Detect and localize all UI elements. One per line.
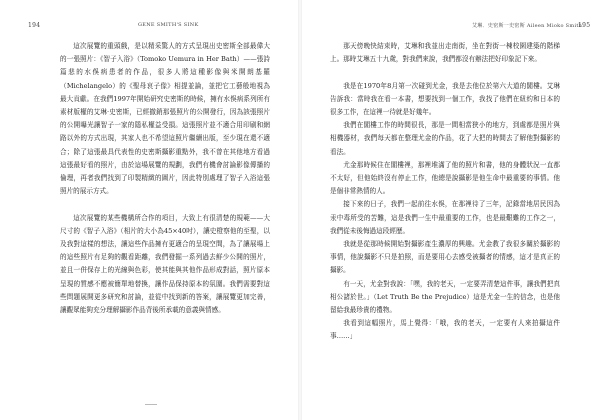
right-paragraph-3: 我們在閣樓工作的時間很長，那是一間相當狹小的地方，到處都是照片與相機器材，我們每天都在整理尤金的作品，花了大把的時間去了解他對攝影的看法。	[330, 121, 560, 156]
left-footer-rule	[145, 404, 157, 405]
right-paragraph-7: 有一天，尤金對我說：「嘿，我的老天，一定要弄清楚這件事，讓我們把真相公諸於世。」（Let Truth Be the Prejudice）這是尤金一生的信念，也是他留給我最珍貴的禮物。	[330, 279, 560, 315]
left-paragraph-1: 這次展覽的重頭戲，是以精采驚人的方式呈現出史密斯全部最偉大的一張照片：《智子入浴》（Tomoko Uemura in Her Bath）——張詩篇悲的水俁病患者的作品，很多人將這種影像與米開朗基羅（Michelangelo）的《聖母哀子像》相提並論，並把它工藝般地視為最大貢獻。在我們1997年開始研究史密斯的時候，擁有水俁病系列所有素材版權的艾琳·史密斯，已經撤銷那張照片的公開發行，因為該張照片的公開曝光讓智子一家的隱私權益受損。這張照片並不適合用印刷和網路以外的方式出現，其家人也不希望這照片繼續出版，至少現在還不適合；除了這張最具代表性的史密斯攝影重點外，我不曾在其他地方看過這張最好看的照片，由於這場展覽的規劃，我們有機會討論影像傳播的倫理，再者我們找到了印製精緻的圖片，因此特別處理了智子入浴這張照片的展示方式。	[60, 42, 270, 196]
right-page	[300, 0, 600, 420]
right-body-text	[330, 40, 560, 344]
right-paragraph-5: 接下來的日子，我們一起前往水俁，在那裡待了三年，記錄當地居民因為汞中毒所受的苦難，這是我們一生中最重要的工作，也是最艱難的工作之一，我們從未後悔過這段經歷。	[330, 200, 560, 235]
left-running-header: GENE SMITH'S SINK	[138, 22, 199, 28]
left-paragraph-2: 這次展覽的某些機構所合作的項目，大致上有很清楚的規範——大尺寸的《智子入浴》（相片的大小為45×40吋），讓史橙察他的至聖，以及我對這樣的想法，讓這些作品擁有更適合的呈現空間，為了讓展場上的這些照片有足夠的觀看距離，我們發掘一系列過去鮮少公開的照片，並且一併保存上的光線與色彩，使其能與其他作品形成對話，照片原本呈現的質感不應被簡單地替換，讓作品保持原本的氛圍。我們需要對這些問題展開更多研究和討論，並從中找到新的答案，讓展覽更加完善，讓觀眾能夠充分理解攝影作品背後所承載的意義與情感。	[60, 213, 270, 315]
right-paragraph-1: 那天傍晚快結束時，艾琳和我並出走南街，坐在對街一棟校園建築的階梯上。那時艾琳五十九歲，對我們來說，我們都沒有辦法把好印象記下來。	[330, 42, 560, 64]
right-paragraph-6: 我就是從那時候開始對攝影產生濃厚的興趣。尤金教了我很多關於攝影的事情，他說攝影不只是拍照，而是要用心去感受被攝者的情感，這才是真正的攝影。	[330, 240, 560, 275]
right-page-number: 195	[578, 22, 591, 29]
left-page-number: 194	[28, 22, 41, 29]
left-body-text	[60, 40, 270, 317]
right-paragraph-8: 我看到這幅照片，馬上覺得：「哦，我的老天，一定要有人來拍攝這件事……」	[330, 319, 560, 341]
right-paragraph-2: 我是在1970年8月第一次碰到尤金，我是去他位於第六大道的閣樓。艾琳告訴我：當時我在看一本書，想要找到一個工作，我找了他們在紐約和日本的很多工作，在這裡一待就是好幾年。	[330, 81, 560, 116]
right-paragraph-4: 尤金那時候住在閣樓裡，那裡堆滿了他的照片和書，他的身體狀況一直都不太好，但他始終沒有停止工作，他總是說攝影是他生命中最重要的事情。他是個非常熱情的人。	[330, 160, 560, 196]
right-running-header: 艾琳．史密斯一史密斯 Aileen Mioko Smith	[472, 23, 583, 29]
